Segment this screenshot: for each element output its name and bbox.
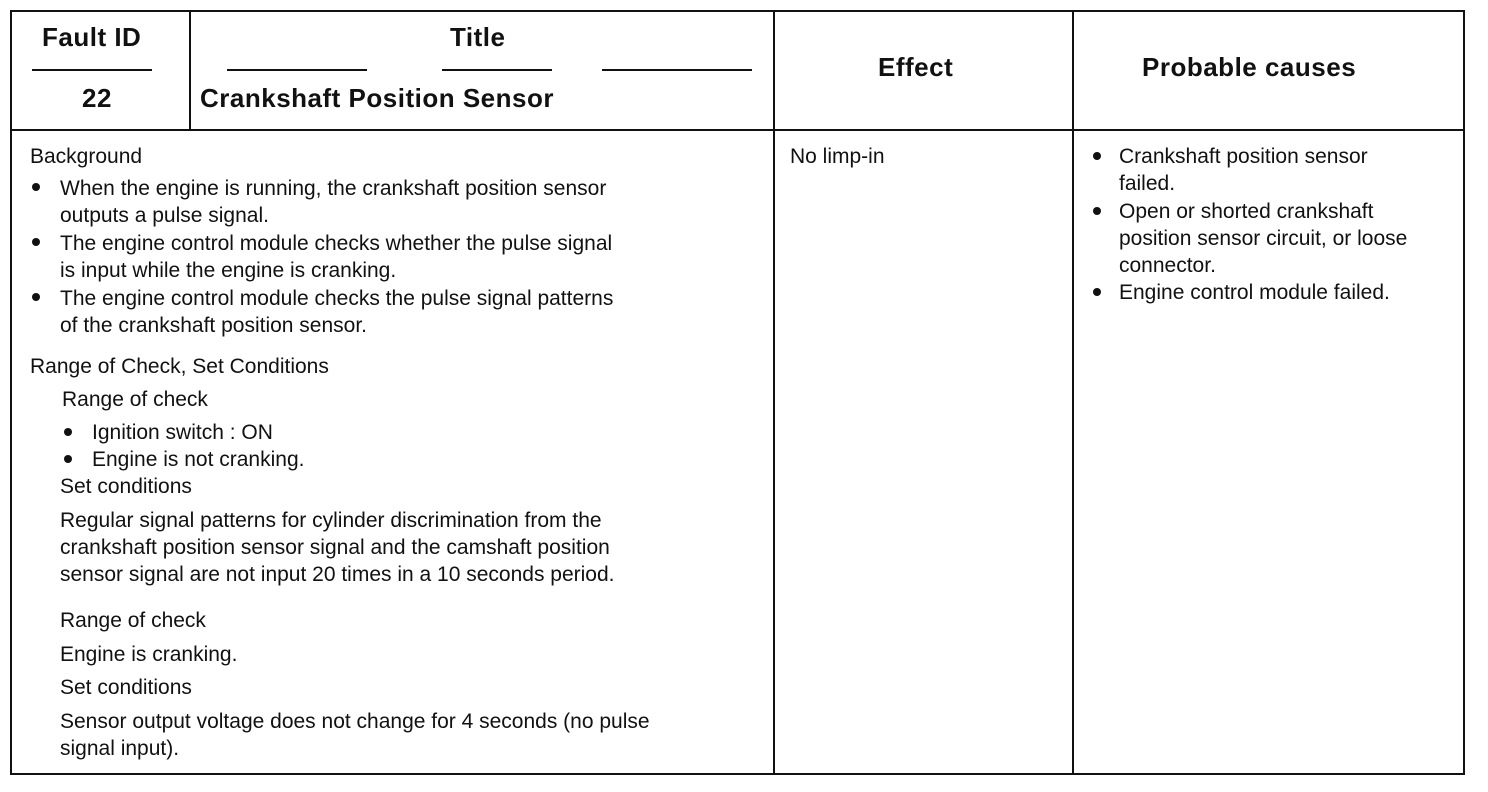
cause-2-line1: Open or shorted crankshaft — [1119, 200, 1374, 223]
fault-id-value: 22 — [82, 83, 112, 113]
divider-header-bottom — [12, 129, 1463, 131]
effect-text: No limp-in — [790, 145, 885, 168]
range-heading: Range of Check, Set Conditions — [30, 355, 329, 378]
bullet-dot — [64, 455, 72, 463]
divider-header-mid-2 — [227, 69, 367, 71]
bullet-dot — [32, 293, 40, 301]
bullet-text-cont: is input while the engine is cranking. — [60, 259, 397, 282]
check2-range-label: Range of check — [60, 609, 206, 632]
bullet-text: The engine control module checks the pulse signal patterns — [60, 287, 614, 310]
divider-header-mid — [32, 69, 152, 71]
check2-range-value: Engine is cranking. — [60, 643, 238, 666]
bullet-text-cont: outputs a pulse signal. — [60, 204, 269, 227]
fault-id-header: Fault ID — [42, 22, 142, 52]
bullet-text: When the engine is running, the crankshaft position sensor — [60, 177, 607, 200]
bullet-text: The engine control module checks whether the pulse signal — [60, 232, 613, 255]
cause-3-line1: Engine control module failed. — [1119, 281, 1390, 304]
cause-1-line2: failed. — [1119, 172, 1176, 195]
cause-2-line3: connector. — [1119, 254, 1216, 277]
check2-set-text-2: signal input). — [60, 737, 180, 760]
bullet-dot — [1093, 288, 1101, 296]
cause-1-line1: Crankshaft position sensor — [1119, 145, 1368, 168]
title-header: Title — [450, 22, 506, 52]
bullet-text-cont: of the crankshaft position sensor. — [60, 314, 368, 337]
check1-set-text-2: crankshaft position sensor signal and the camshaft position — [60, 536, 610, 559]
cause-2-line2: position sensor circuit, or loose — [1119, 227, 1408, 250]
check1-bullet-2: Engine is not cranking. — [92, 448, 305, 471]
check1-bullet-1: Ignition switch : ON — [92, 421, 273, 444]
title-value: Crankshaft Position Sensor — [200, 83, 554, 113]
check1-range-label: Range of check — [62, 388, 208, 411]
divider-col2 — [773, 12, 775, 773]
check2-set-label: Set conditions — [60, 676, 192, 699]
effect-header: Effect — [878, 52, 954, 82]
divider-col1 — [189, 12, 191, 130]
divider-col3 — [1072, 12, 1074, 773]
divider-header-mid-3 — [442, 69, 552, 71]
check1-set-text-1: Regular signal patterns for cylinder discrimination from the — [60, 509, 602, 532]
bullet-dot — [1093, 152, 1101, 160]
check1-set-label: Set conditions — [60, 475, 192, 498]
divider-header-mid-4 — [602, 69, 752, 71]
check1-set-text-3: sensor signal are not input 20 times in a 10 seconds period. — [60, 563, 615, 586]
bullet-dot — [1093, 207, 1101, 215]
causes-header: Probable causes — [1142, 52, 1357, 82]
background-heading: Background — [30, 145, 143, 168]
bullet-dot — [32, 238, 40, 246]
bullet-dot — [64, 428, 72, 436]
check2-set-text-1: Sensor output voltage does not change for 4 seconds (no pulse — [60, 710, 650, 733]
bullet-dot — [32, 183, 40, 191]
